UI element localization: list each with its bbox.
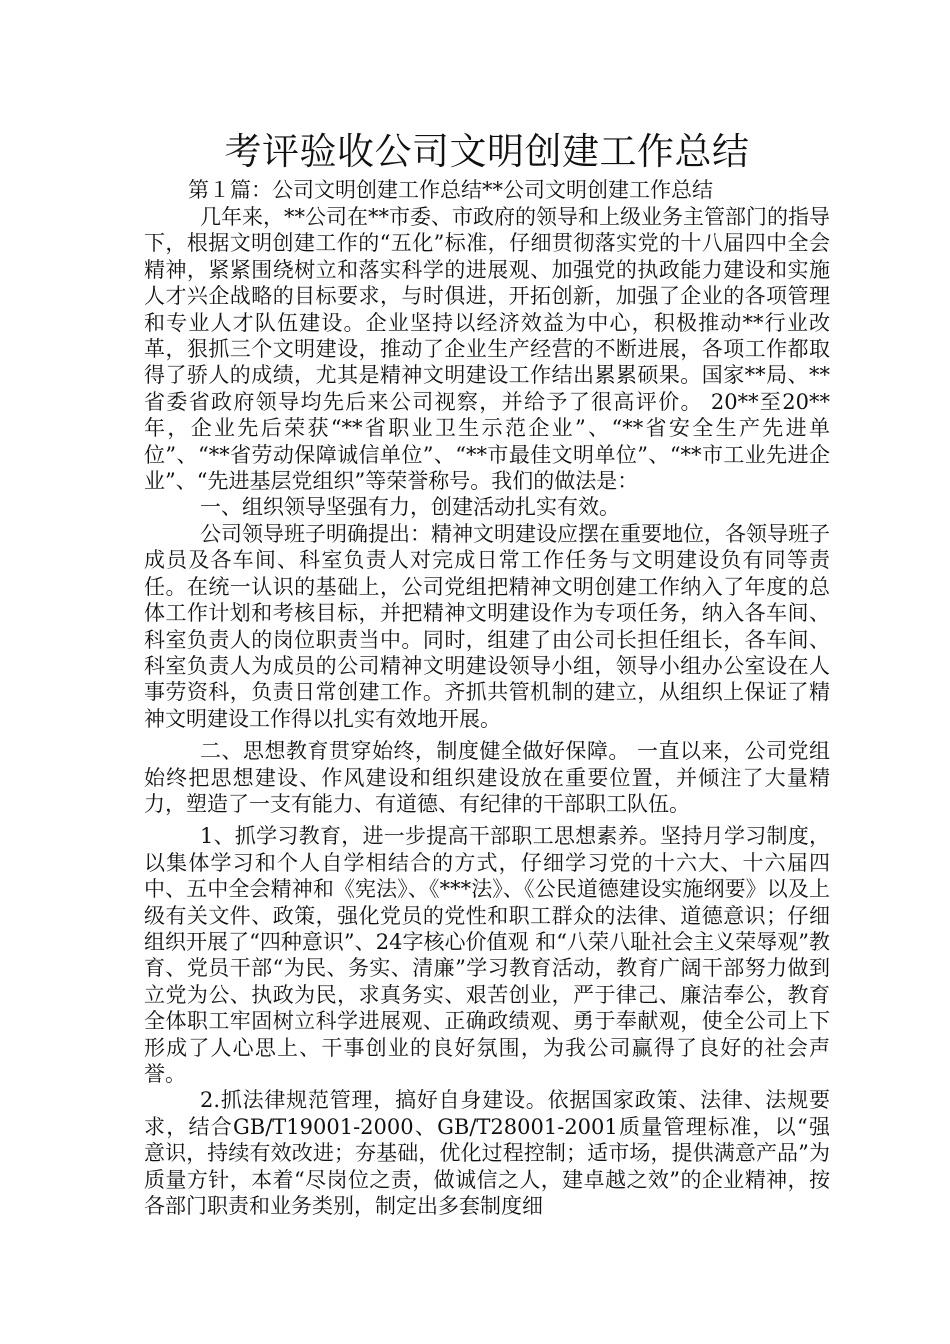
document-body: [144, 128, 830, 1219]
paragraph-study-education: 1、抓学习教育，进一步提高干部职工思想素养。坚持月学习制度，以集体学习和个人自学相结合的方式，仔细学习党的十六大、十六届四中、五中全会精神和《宪法》、《***法》、《公民道德建设实施纲要》以及上级有关文件、政策，强化党员的党性和职工群众的法律、道德意识；仔细组织开展了“四种意识”、24字核心价值观 和“八荣八耻社会主义荣辱观”教育、党员干部“为民、务实、清廉”学习教育活动，教育广阔干部努力做到立党为公、执政为民，求真务实、艰苦创业，严于律己、廉洁奉公，教育全体职工牢固树立科学进展观、正确政绩观、勇于奉献观，使全公司上下形成了人心思上、干事创业的良好氛围，为我公司赢得了良好的社会声誉。: [144, 824, 830, 1086]
document-subtitle: 第１篇：公司文明创建工作总结**公司文明创建工作总结: [188, 178, 713, 202]
document-title: 考评验收公司文明创建工作总结: [224, 130, 750, 173]
paragraph-section-2: 二、思想教育贯穿始终，制度健全做好保障。 一直以来，公司党组始终把思想建设、作风建设和组织建设放在重要位置，并倾注了大量精力，塑造了一支有能力、有道德、有纪律的干部职工队伍。: [144, 739, 830, 816]
paragraph-legal-management: 2.抓法律规范管理，搞好自身建设。依据国家政策、法律、法规要求，结合GB/T19001-2000、GB/T28001-2001质量管理标准，以“强意识，持续有效改进；夯基础，优化过程控制；适市场，提供满意产品”为质量方针，本着“尽岗位之责，做诚信之人，建卓越之效”的企业精神，按各部门职责和业务类别，制定出多套制度细: [144, 1088, 830, 1219]
paragraph-leadership: 公司领导班子明确提出：精神文明建设应摆在重要地位，各领导班子成员及各车间、科室负责人对完成日常工作任务与文明建设负有同等责任。在统一认识的基础上，公司党组把精神文明创建工作纳入了年度的总体工作计划和考核目标，并把精神文明建设作为专项任务，纳入各车间、科室负责人的岗位职责当中。同时，组建了由公司长担任组长，各车间、科室负责人为成员的公司精神文明建设领导小组，领导小组办公室设在人事劳资科，负责日常创建工作。齐抓共管机制的建立，从组织上保证了精神文明建设工作得以扎实有效地开展。: [144, 521, 830, 731]
paragraph-section-1-heading: 一、组织领导坚强有力，创建活动扎实有效。: [200, 495, 620, 520]
paragraph-intro: 几年来，**公司在**市委、市政府的领导和上级业务主管部门的指导下，根据文明创建工作的“五化”标准，仔细贯彻落实党的十八届四中全会精神，紧紧围绕树立和落实科学的进展观、加强党的执政能力建设和实施人才兴企战略的目标要求，与时俱进，开拓创新，加强了企业的各项管理和专业人才队伍建设。企业坚持以经济效益为中心，积极推动**行业改革，狠抓三个文明建设，推动了企业生产经营的不断进展，各项工作都取得了骄人的成绩，尤其是精神文明建设工作结出累累硕果。国家**局、**省委省政府领导均先后来公司视察，并给予了很高评价。 20**至20**年，企业先后荣获“**省职业卫生示范企业”、“**省安全生产先进单位”、“**省劳动保障诚信单位”、“**市最佳文明单位”、“**市工业先进企业”、“先进基层党组织”等荣誉称号。我们的做法是：: [144, 205, 830, 494]
